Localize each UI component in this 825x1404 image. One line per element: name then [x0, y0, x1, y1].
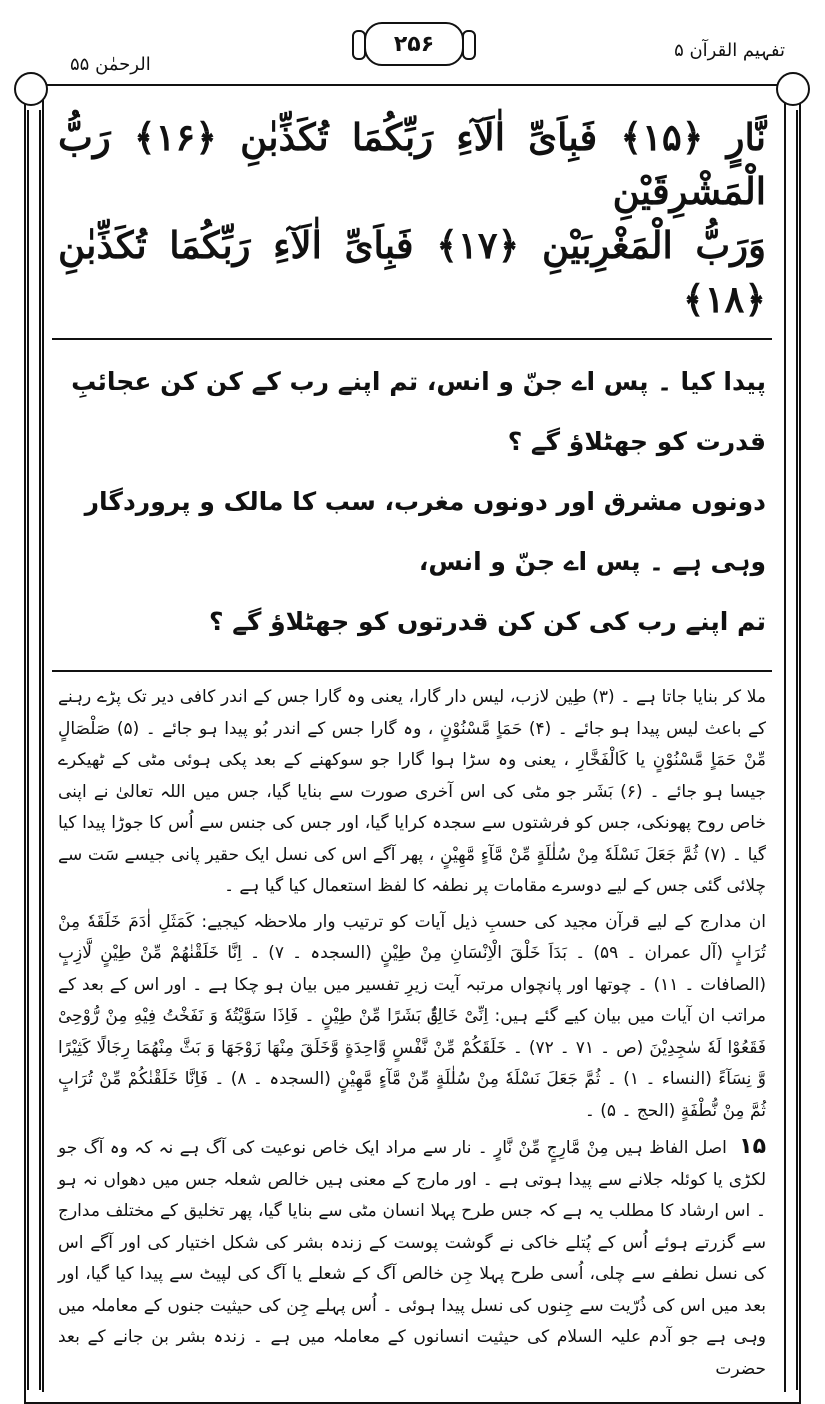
verse-line: وَرَبُّ الْمَغْرِبَیْنِ ﴿۱۷﴾ فَبِاَیِّ اٰلَآءِ رَبِّكُمَا تُكَذِّبٰنِ ﴿۱۸﴾ [58, 223, 766, 321]
page-body [52, 104, 772, 1394]
commentary-paragraph: ملا کر بنایا جاتا ہے ۔ (۳) طِین لازب، لیس دار گارا، یعنی وہ گارا جس کے اندر کافی دیر تک پڑے رہنے کے باعث لیس پیدا ہو جائے ۔ (۴) حَمَاٍ مَّسْنُوْنٍ ، وہ گارا جس کے اندر بُو پیدا ہو جائے ۔ (۵) صَلْصَالٍ مِّنْ حَمَاٍ مَّسْنُوْنٍ یا کَالْفَخَّارِ ، یعنی وہ سڑا ہوا گارا جو سوکھنے کے بعد پکی ہوئی مٹی کے ٹھیکرے جیسا ہو جائے ۔ (۶) بَشَر جو مٹی کی اس آخری صورت سے بنایا گیا، جس میں اللہ تعالیٰ نے اپنی خاص روح پھونکی، جس کو فرشتوں سے سجدہ کرایا گیا، اور جس کی جنس سے اُس کا جوڑا پیدا کیا گیا ۔ (۷) ثُمَّ جَعَلَ نَسْلَهٗ مِنْ سُلٰلَةٍ مِّنْ مَّآءٍ مَّهِیْنٍ ، پھر آگے اس کی نسل ایک حقیر پانی جیسے سَت سے چلائی گئی جس کے لیے دوسرے مقامات پر نطفہ کا لفظ استعمال کیا گیا ہے ۔ [58, 687, 766, 896]
translation-line: پیدا کیا ۔ پس اے جنّ و انس، تم اپنے رب کے کن کن عجائبِ قدرت کو جھٹلاؤ گے ؟ [71, 367, 766, 456]
quran-verses [52, 104, 772, 340]
right-pillar-ornament [784, 110, 798, 1390]
commentary-paragraph: ان مدارج کے لیے قرآن مجید کی حسبِ ذیل آیات کو ترتیب وار ملاحظہ کیجیے: كَمَثَلِ اٰدَمَ خَلَقَهٗ مِنْ تُرَابٍ (آل عمران ۔ ۵۹) ۔ بَدَاَ خَلْقَ الْاِنْسَانِ مِنْ طِیْنٍ (السجدہ ۔ ۷) ۔ اِنَّا خَلَقْنٰهُمْ مِّنْ طِیْنٍ لَّازِبٍ (الصافات ۔ ۱۱) ۔ چوتھا اور پانچواں مرتبہ آیت زیرِ تفسیر میں بیان ہو چکا ہے ۔ اور اس کے بعد کے مراتب ان آیات میں بیان کیے گئے ہیں: اِنِّیْ خَالِقٌۢ بَشَرًا مِّنْ طِیْنٍ ۔ فَاِذَا سَوَّیْتُهٗ وَ نَفَخْتُ فِیْهِ مِنْ رُّوْحِیْ فَقَعُوْا لَهٗ سٰجِدِیْنَ (ص ۔ ۷۱ ۔ ۷۲) ۔ خَلَقَكُمْ مِّنْ نَّفْسٍ وَّاحِدَةٍ وَّخَلَقَ مِنْهَا زَوْجَهَا وَ بَثَّ مِنْهُمَا رِجَالًا كَثِیْرًا وَّ نِسَآءً (النساء ۔ ۱) ۔ ثُمَّ جَعَلَ نَسْلَهٗ مِنْ سُلٰلَةٍ مِّنْ مَّآءٍ مَّهِیْنٍ (السجدہ ۔ ۸) ۔ فَاِنَّا خَلَقْنٰكُمْ مِّنْ تُرَابٍ ثُمَّ مِنْ نُّطْفَةٍ (الحج ۔ ۵) ۔ [58, 911, 766, 1121]
running-title: تفہیم القرآن ۵ [674, 40, 785, 61]
footnote-number: ۱۵ [739, 1134, 767, 1159]
page-number: ۲۵۶ [393, 31, 435, 57]
translation-section [52, 340, 772, 672]
commentary-note [58, 1131, 766, 1385]
translation-line: دونوں مشرق اور دونوں مغرب، سب کا مالک و پروردگار وہی ہے ۔ پس اے جنّ و انس، [84, 487, 766, 576]
left-pillar-ornament [27, 110, 41, 1390]
corner-ornament-icon [776, 72, 810, 106]
surah-title: الرحمٰن ۵۵ [70, 54, 151, 75]
page-number-badge [364, 22, 464, 66]
footnote-text: اصل الفاظ ہیں مِنْ مَّارِجٍ مِّنْ نَّارٍ ۔ نار سے مراد ایک خاص نوعیت کی آگ ہے نہ کہ وہ آگ جو لکڑی یا کوئلہ جلانے سے پیدا ہوتی ہے ۔ اور مارج کے معنی ہیں خالص شعلہ جس میں دھواں نہ ہو ۔ اس ارشاد کا مطلب یہ ہے کہ جس طرح پہلا انسان مٹی سے بنایا گیا، پھر تخلیق کے مختلف مدارج سے گزرتے ہوئے اُس کے پُتلے خاکی نے گوشت پوست کے زندہ بشر کی شکل اختیار کی اور آگے اس کی نسل نطفے سے چلی، اُسی طرح پہلا جِن خالص آگ کے شعلے یا آگ کی لپیٹ سے پیدا کیا گیا، اور بعد میں اس کی ذُرّیت سے جِنوں کی نسل پیدا ہوئی ۔ اُس پہلے جِن کی حیثیت جنوں کے معاملہ میں وہی ہے جو آدم علیہ السلام کی حیثیت انسانوں کے معاملہ میں ہے ۔ زندہ بشر بن جانے کے بعد حضرت [58, 1138, 766, 1379]
verse-line: نَّارٍ ﴿۱۵﴾ فَبِاَیِّ اٰلَآءِ رَبِّكُمَا تُكَذِّبٰنِ ﴿۱۶﴾ رَبُّ الْمَشْرِقَیْنِ [58, 115, 767, 213]
commentary-section [52, 672, 772, 1385]
translation-line: تم اپنے رب کی کن کن قدرتوں کو جھٹلاؤ گے ؟ [208, 607, 766, 636]
page-header [0, 0, 825, 78]
corner-ornament-icon [14, 72, 48, 106]
